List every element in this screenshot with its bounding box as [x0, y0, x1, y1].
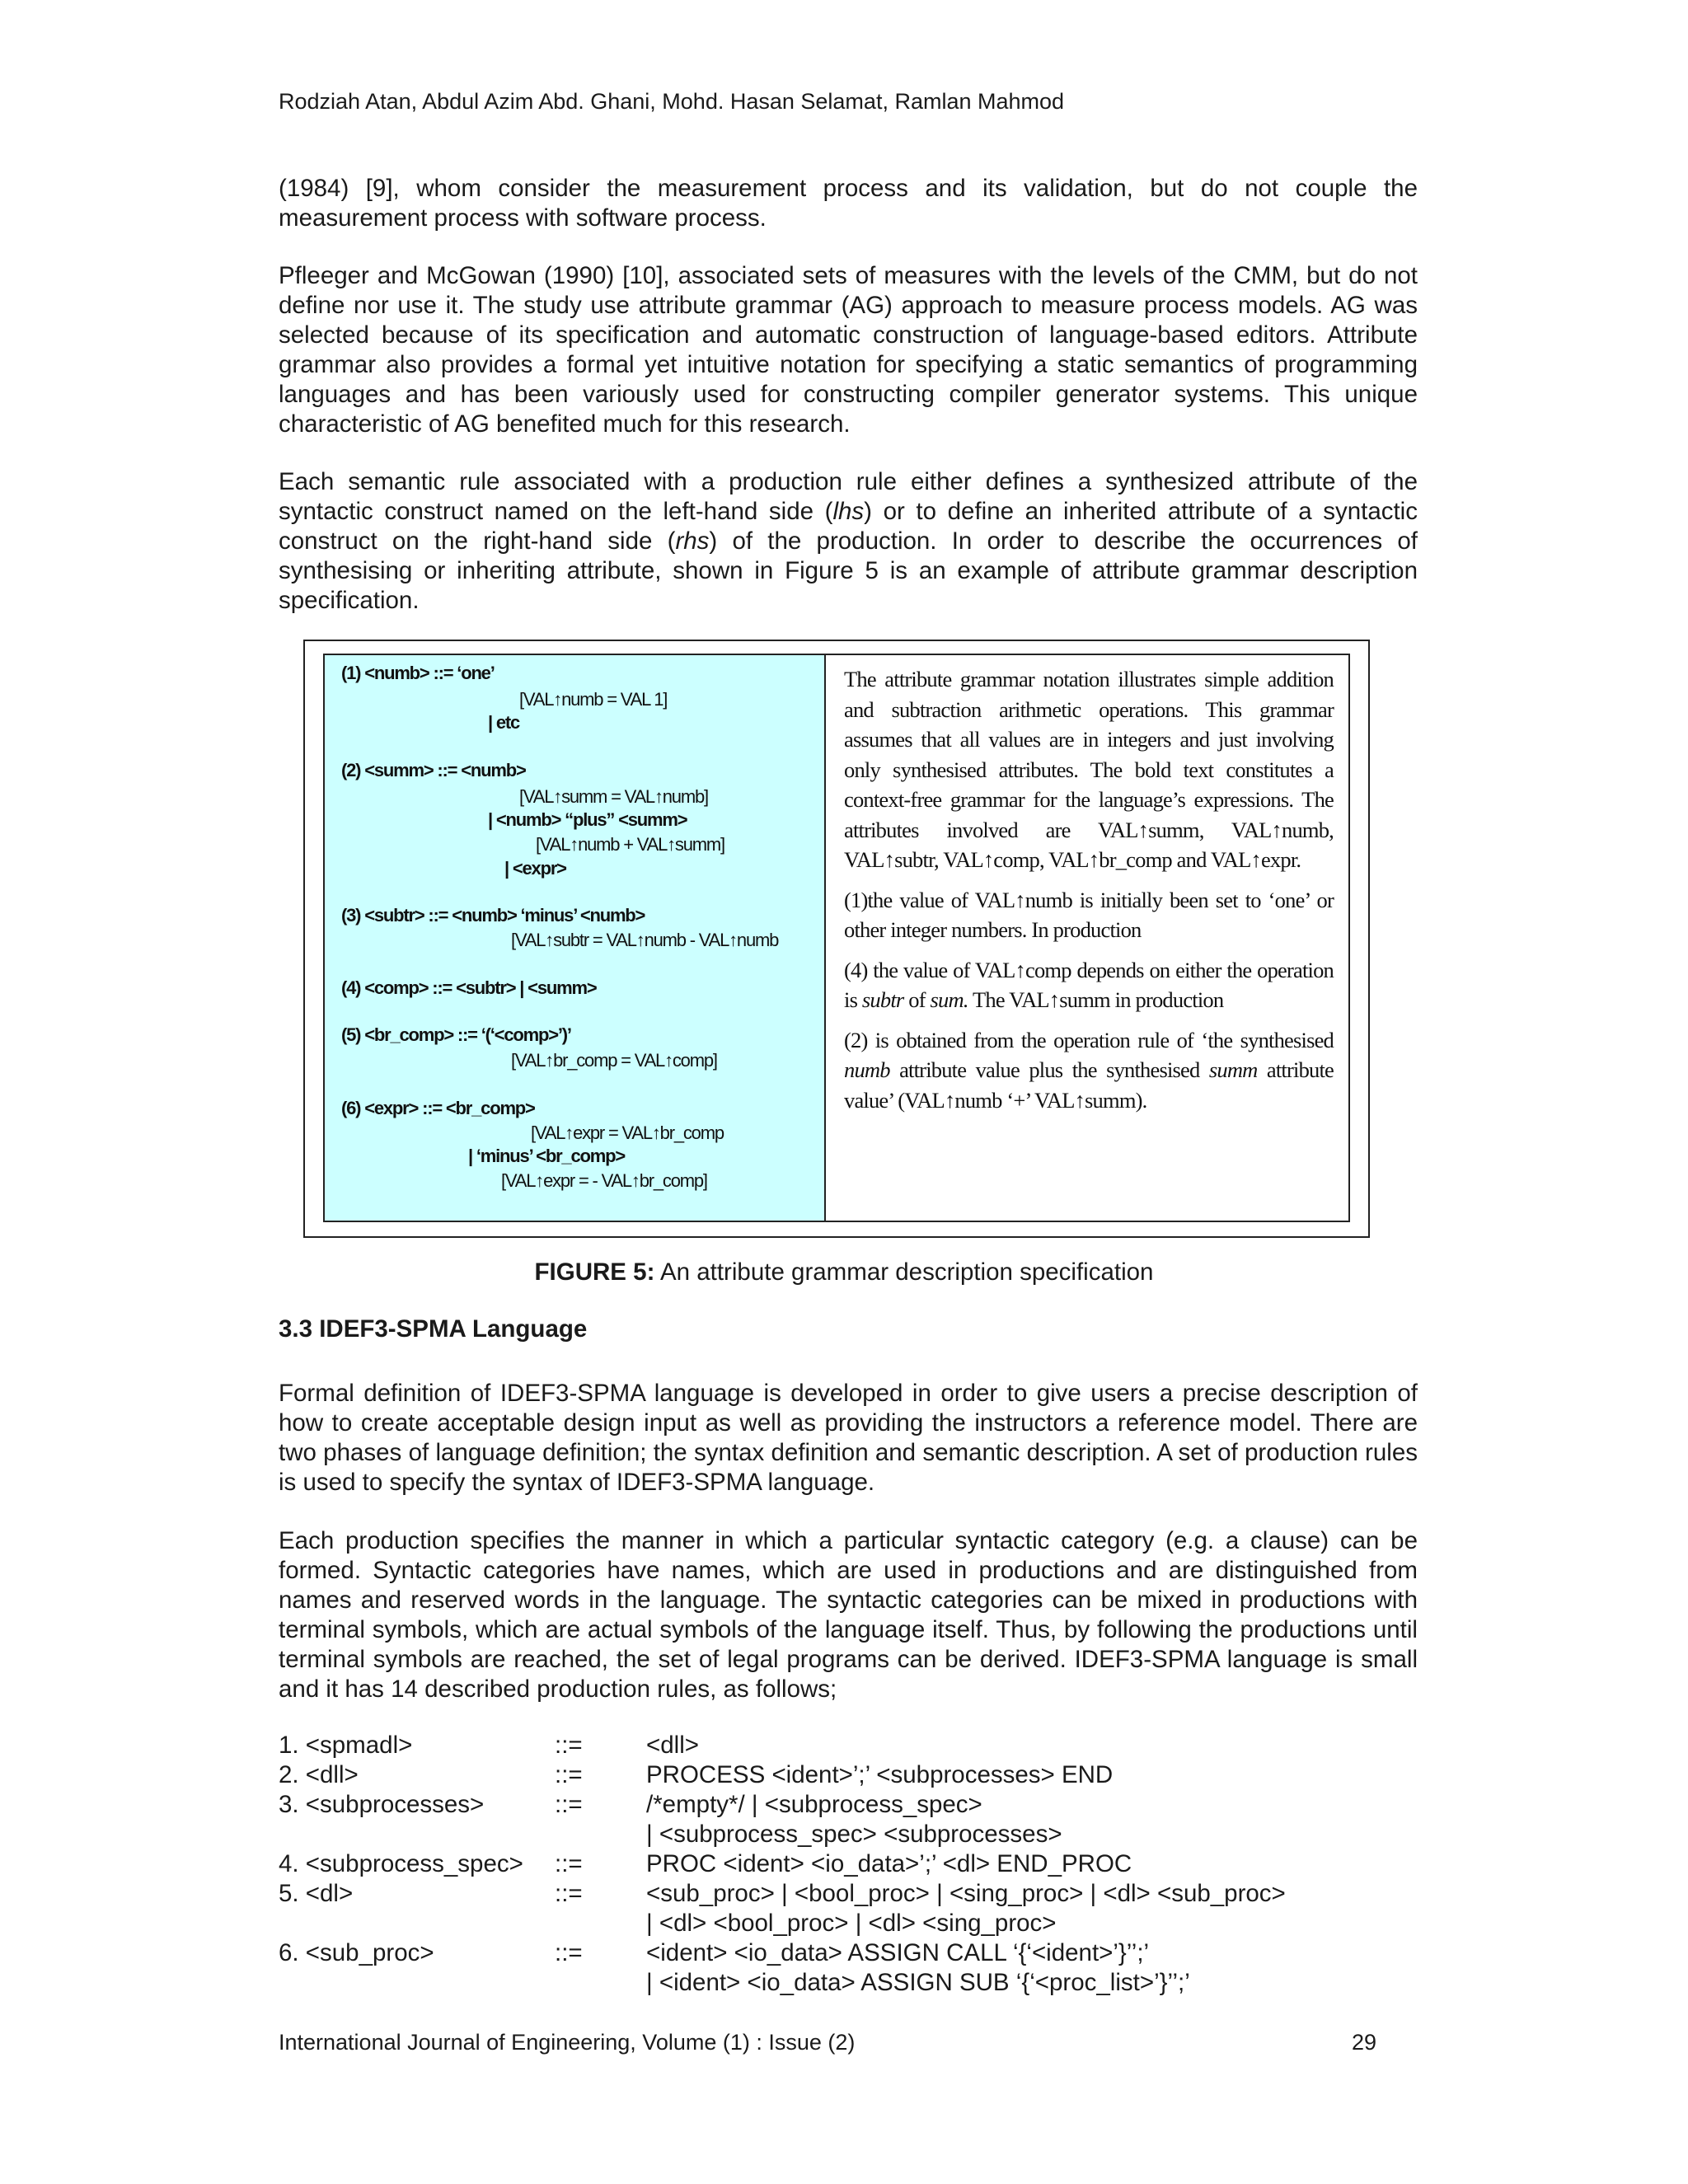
rule-1-rhs: <dll>: [646, 1732, 699, 1759]
grammar-line-6: | <numb> “plus” <summ>: [488, 809, 687, 830]
rule-4-rhs: PROC <ident> <io_data>’;’ <dl> END_PROC: [646, 1850, 1132, 1877]
paragraph-2: Pfleeger and McGowan (1990) [10], associated sets of measures with the levels of the CMM, but do not define nor use it. The study use attribute grammar (AG) approach to measure process models. AG was selected because of its specification and automatic construction of language-based editors. Attribute grammar also provides a formal yet intuitive notation for specifying a static semantics of programming languages and has been variously used for constructing compiler generator systems. This unique characteristic of AG benefited much for this research.: [279, 262, 1418, 438]
figure-caption: FIGURE 5: An attribute grammar description specification: [534, 1258, 1154, 1286]
explanation-2: (1)the value of VAL↑numb is initially been set to ‘one’ or other integer numbers. In production: [844, 887, 1334, 942]
grammar-line-16: | ‘minus’ <br_comp>: [468, 1146, 625, 1166]
rule-6-rhs: <ident> <io_data> ASSIGN CALL ‘{‘<ident>’}’’;’: [646, 1939, 1150, 1966]
rule-5-lhs: 5. <dl>: [279, 1880, 354, 1907]
section-heading: 3.3 IDEF3-SPMA Language: [279, 1315, 588, 1343]
grammar-line-4: (2) <summ> ::= <numb>: [341, 760, 526, 780]
rule-2-op: ::=: [555, 1761, 583, 1788]
explanation-3: (4) the value of VAL↑comp depends on either the operation is subtr of sum. The VAL↑summ in production: [844, 957, 1334, 1012]
rule-5-rhs: <sub_proc> | <bool_proc> | <sing_proc> | <dl> <sub_proc>: [646, 1880, 1286, 1907]
rhs-term: rhs: [675, 527, 710, 555]
grammar-line-9: (3) <subtr> ::= <numb> ‘minus’ <numb>: [341, 905, 645, 926]
rule-2-lhs: 2. <dll>: [279, 1761, 359, 1788]
rule-2-rhs: PROCESS <ident>’;’ <subprocesses> END: [646, 1761, 1114, 1788]
grammar-line-15: [VAL↑expr = VAL↑br_comp: [531, 1122, 724, 1143]
paragraph-1: (1984) [9], whom consider the measurement process and its validation, but do not couple the measurement process with software process.: [279, 175, 1418, 232]
grammar-line-12: (5) <br_comp> ::= ‘(‘<comp>’)’: [341, 1024, 571, 1045]
paragraph-4: Formal definition of IDEF3-SPMA language is developed in order to give users a precise description of how to create acceptable design input as well as providing the instructors a reference model. There are two phases of language definition; the syntax definition and semantic description. A set of production rules is used to specify the syntax of IDEF3-SPMA language.: [279, 1380, 1418, 1496]
explanation-4: (2) is obtained from the operation rule of ‘the synthesised numb attribute value plus the synthesised summ attribute value’ (VAL↑numb ‘+’ VAL↑summ).: [844, 1027, 1334, 1113]
rule-6-op: ::=: [555, 1939, 583, 1966]
footer-page-number: 29: [1352, 2030, 1377, 2055]
paragraph-3: Each semantic rule associated with a production rule either defines a synthesized attribute of the syntactic construct named on the left-hand side (lhs) or to define an inherited attribute of a syntactic construct on the right-hand side (rhs) of the production. In order to describe the occurrences of synthesising or inheriting attribute, shown in Figure 5 is an example of attribute grammar description specification.: [279, 468, 1418, 614]
rule-6-cont: | <ident> <io_data> ASSIGN SUB ‘{‘<proc_list>’}’’;’: [646, 1969, 1190, 1996]
grammar-line-13: [VAL↑br_comp = VAL↑comp]: [511, 1050, 717, 1071]
rule-3-rhs: /*empty*/ | <subprocess_spec>: [646, 1791, 982, 1818]
rule-5-op: ::=: [555, 1880, 583, 1907]
grammar-line-11: (4) <comp> ::= <subtr> | <summ>: [341, 977, 597, 998]
rule-6-lhs: 6. <sub_proc>: [279, 1939, 434, 1966]
grammar-line-3: | etc: [488, 712, 520, 733]
rule-4-lhs: 4. <subprocess_spec>: [279, 1850, 523, 1877]
grammar-line-7: [VAL↑numb + VAL↑summ]: [536, 834, 724, 855]
grammar-line-8: | <expr>: [504, 858, 566, 879]
running-head: Rodziah Atan, Abdul Azim Abd. Ghani, Mohd. Hasan Selamat, Ramlan Mahmod: [279, 89, 1065, 114]
rule-5-cont: | <dl> <bool_proc> | <dl> <sing_proc>: [646, 1910, 1057, 1937]
grammar-line-5: [VAL↑summ = VAL↑numb]: [519, 786, 708, 807]
rule-1-op: ::=: [555, 1732, 583, 1759]
explanation-1: The attribute grammar notation illustrates simple addition and subtraction arithmetic operations. This grammar assumes that all values are in integers and just involving only synthesised attributes. The bold text constitutes a context-free grammar for the language’s expressions. The attributes involved are VAL↑summ, VAL↑numb, VAL↑subtr, VAL↑comp, VAL↑br_comp and VAL↑expr.: [844, 667, 1334, 872]
grammar-line-2: [VAL↑numb = VAL 1]: [519, 689, 668, 710]
rule-4-op: ::=: [555, 1850, 583, 1877]
paragraph-5: Each production specifies the manner in which a particular syntactic category (e.g. a clause) can be formed. Syntactic categories have names, which are used in productions and are distinguished from names and reserved words in the language. The syntactic categories can be mixed in productions with terminal symbols, which are actual symbols of the language itself. Thus, by following the productions until terminal symbols are reached, the set of legal programs can be derived. IDEF3-SPMA language is small and it has 14 described production rules, as follows;: [279, 1527, 1418, 1703]
rule-3-lhs: 3. <subprocesses>: [279, 1791, 485, 1818]
figure-explanation: [844, 664, 1334, 1125]
lhs-term: lhs: [832, 498, 865, 525]
grammar-line-14: (6) <expr> ::= <br_comp>: [341, 1098, 535, 1118]
rule-1-lhs: 1. <spmadl>: [279, 1732, 413, 1759]
grammar-line-1: (1) <numb> ::= ‘one’: [341, 663, 495, 683]
grammar-line-17: [VAL↑expr = - VAL↑br_comp]: [501, 1170, 707, 1191]
grammar-line-10: [VAL↑subtr = VAL↑numb - VAL↑numb: [511, 930, 779, 950]
footer-journal: International Journal of Engineering, Volume (1) : Issue (2): [279, 2030, 856, 2055]
rule-3-cont: | <subprocess_spec> <subprocesses>: [646, 1821, 1062, 1848]
rule-3-op: ::=: [555, 1791, 583, 1818]
